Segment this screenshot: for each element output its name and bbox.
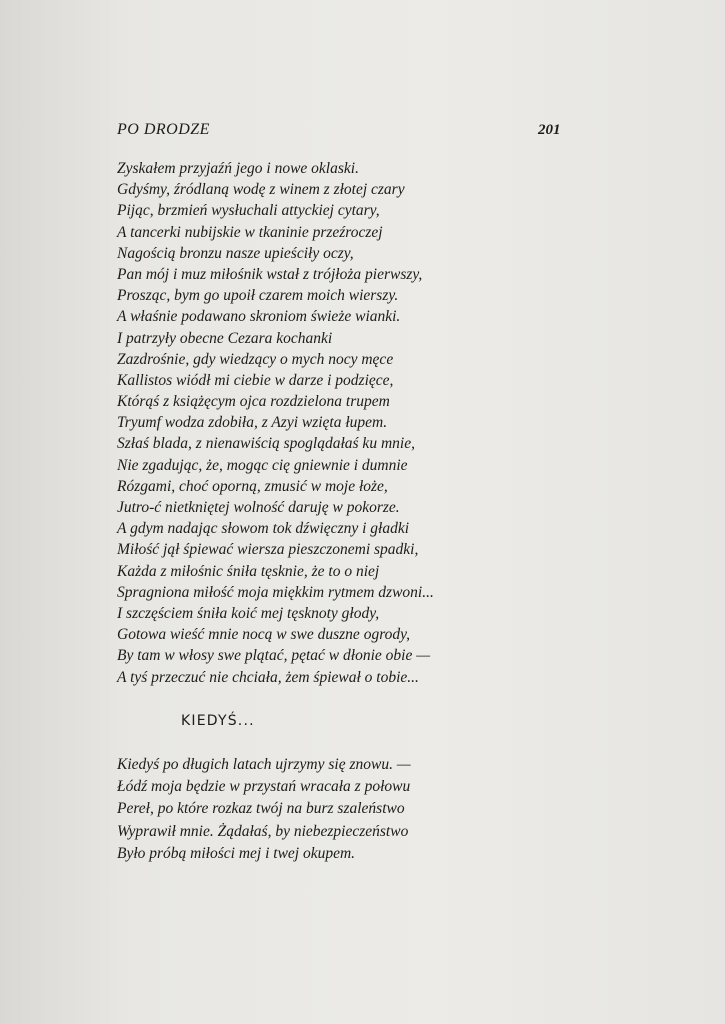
- poem-stanza: [117, 158, 547, 688]
- poem-line: Łódź moja będzie w przystań wracała z połowu: [117, 778, 411, 796]
- poem-line: Pijąc, brzmień wysłuchali attyckiej cytary,: [117, 202, 380, 220]
- poem-line: Spragniona miłość moja miękkim rytmem dzwoni...: [117, 583, 434, 601]
- poem-line: Kiedyś po długich latach ujrzymy się znowu. —: [117, 756, 411, 773]
- poem-line: Pereł, po które rozkaz twój na burz szaleństwo: [117, 800, 405, 818]
- poem-line: Nie zgadując, że, mogąc cię gniewnie i dumnie: [117, 456, 408, 474]
- running-header-title: PO DRODZE: [117, 121, 210, 138]
- poem-line: Pan mój i muz miłośnik wstał z trójłoża pierwszy,: [117, 265, 423, 283]
- poem-line: Prosząc, bym go upoił czarem moich wierszy.: [117, 287, 399, 305]
- poem-line: Zazdrośnie, gdy wiedzący o mych nocy męce: [117, 350, 394, 368]
- poem-line: By tam w włosy swe plątać, pętać w dłonie obie —: [117, 647, 430, 665]
- poem-line: Kallistos wiódł mi ciebie w darze i podzięce,: [117, 371, 394, 389]
- poem-line: I szczęściem śniła koić mej tęsknoty głody,: [117, 604, 380, 622]
- poem-line: Zyskałem przyjaźń jego i nowe oklaski.: [117, 160, 359, 177]
- poem-line: A gdym nadając słowom tok dźwięczny i gładki: [117, 520, 410, 538]
- page-number: 201: [538, 122, 561, 138]
- poem-line: A tyś przeczuć nie chciała, żem śpiewał o tobie...: [117, 668, 419, 686]
- poem-line: Gotowa wieść mnie nocą w swe duszne ogrody,: [117, 626, 411, 644]
- poem-line: Wyprawił mnie. Żądałaś, by niebezpieczeństwo: [117, 822, 409, 840]
- poem-line: Jutro-ć nietkniętej wolność daruję w pokorze.: [117, 499, 400, 516]
- poem-line: Było próbą miłości mej i twej okupem.: [117, 844, 356, 862]
- poem-title: KIEDYŚ...: [181, 713, 255, 729]
- poem-line: Gdyśmy, źródlaną wodę z winem z złotej czary: [117, 181, 405, 199]
- poem-line: A właśnie podawano skroniom świeże wianki.: [117, 308, 401, 326]
- poem-stanza: [117, 754, 547, 865]
- poem-line: Rózgami, choć oporną, zmusić w moje łoże,: [117, 477, 388, 495]
- reverse-page-bleed-through: [560, 150, 725, 850]
- poem-line: Miłość jął śpiewać wiersza pieszczonemi spadki,: [117, 541, 419, 559]
- poem-line: Którąś z książęcym ojca rozdzielona trupem: [117, 393, 390, 411]
- poem-line: I patrzyły obecne Cezara kochanki: [117, 329, 333, 347]
- poem-line: Tryumf wodza zdobiła, z Azyi wzięta łupem.: [117, 414, 388, 432]
- poem-line: A tancerki nubijskie w tkaninie przeźroczej: [117, 223, 383, 241]
- poem-line: Nagością bronzu nasze upieściły oczy,: [117, 244, 354, 262]
- poem-line: Każda z miłośnic śniła tęsknie, że to o niej: [117, 562, 380, 580]
- poem-line: Szłaś blada, z nienawiścią spoglądałaś ku mnie,: [117, 435, 415, 453]
